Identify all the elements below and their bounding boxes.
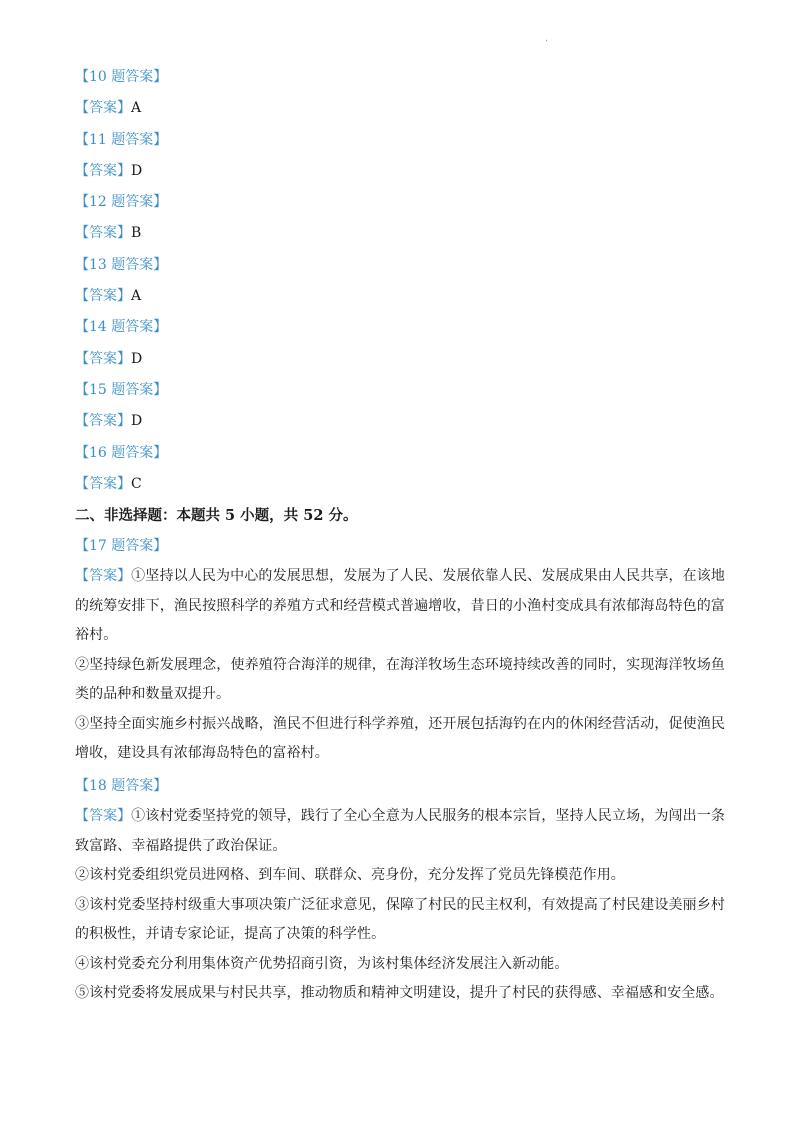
answer-header-q17: 【17 题答案】 (75, 538, 168, 555)
answer-tag: 【答案】 (75, 225, 131, 242)
answer-line-q15 (75, 406, 725, 437)
answer-tag: 【答案】 (75, 288, 131, 305)
answer-tag: 【答案】 (75, 350, 131, 367)
answer-header-q15: 【15 题答案】 (75, 381, 168, 398)
answer-value: D (131, 413, 143, 430)
answer-tag: 【答案】 (75, 413, 131, 430)
answer-line-q14 (75, 344, 725, 375)
stray-dot: · (545, 36, 549, 47)
section-title: 二、非选择题：本题共 5 小题，共 52 分。 (75, 507, 358, 525)
q17-paragraph-3: ③坚持全面实施乡村振兴战略，渔民不但进行科学养殖，还开展包括海钓在内的休闲经营活动，促使渔民增收，建设具有浓郁海岛特色的富裕村。 (75, 715, 725, 762)
answer-header-q13: 【13 题答案】 (75, 256, 168, 273)
answer-tag: 【答案】 (75, 100, 131, 117)
answer-line-q13 (75, 281, 725, 312)
answer-line-q11 (75, 156, 725, 187)
answer-header-q18: 【18 题答案】 (75, 777, 168, 794)
answer-header-q16: 【16 题答案】 (75, 444, 168, 461)
answer-line-q16 (75, 469, 725, 500)
answer-value: A (131, 100, 142, 117)
answer-line-q10 (75, 93, 725, 124)
q17-paragraph-2: ②坚持绿色新发展理念，使养殖符合海洋的规律，在海洋牧场生态环境持续改善的同时，实现海洋牧场鱼类的品种和数量双提升。 (75, 656, 725, 703)
answer-tag: 【答案】 (75, 475, 131, 492)
answer-value: C (131, 475, 142, 492)
answer-value: B (131, 225, 142, 242)
answer-header-q11: 【11 题答案】 (75, 131, 168, 148)
answer-tag: 【答案】 (75, 568, 132, 585)
q18-paragraph-4: ④该村党委充分利用集体资产优势招商引资，为该村集体经济发展注入新动能。 (75, 955, 569, 972)
answer-tag: 【答案】 (75, 162, 131, 179)
q18-paragraph-3: ③该村党委坚持村级重大事项决策广泛征求意见，保障了村民的民主权利，有效提高了村民建设美丽乡村的积极性，并请专家论证，提高了决策的科学性。 (75, 896, 725, 943)
answer-value: D (131, 350, 143, 367)
q18-paragraph-2: ②该村党委组织党员进网格、到车间、联群众、亮身份，充分发挥了党员先锋模范作用。 (75, 867, 625, 884)
answer-header-q14: 【14 题答案】 (75, 319, 168, 336)
answer-header-q10: 【10 题答案】 (75, 69, 168, 85)
answer-value: D (131, 162, 143, 179)
answer-line-q12 (75, 218, 725, 249)
q17-paragraph-1 (75, 562, 725, 651)
document-page (75, 62, 725, 1009)
q18-text-1: ①该村党委坚持党的领导，践行了全心全意为人民服务的根本宗旨，坚持人民立场，为闯出一条致富路、幸福路提供了政治保证。 (75, 808, 726, 854)
q18-paragraph-1 (75, 802, 725, 861)
answer-header-q12: 【12 题答案】 (75, 194, 168, 211)
answer-value: A (131, 288, 142, 305)
q18-paragraph-5: ⑤该村党委将发展成果与村民共享，推动物质和精神文明建设，提升了村民的获得感、幸福感和安全感。 (75, 985, 724, 1002)
answer-tag: 【答案】 (75, 808, 132, 825)
q17-text-1: ①坚持以人民为中心的发展思想，发展为了人民、发展依靠人民、发展成果由人民共享，在该地的统筹安排下，渔民按照科学的养殖方式和经营模式普遍增收，昔日的小渔村变成具有浓郁海岛特色的富裕村。 (75, 568, 726, 644)
